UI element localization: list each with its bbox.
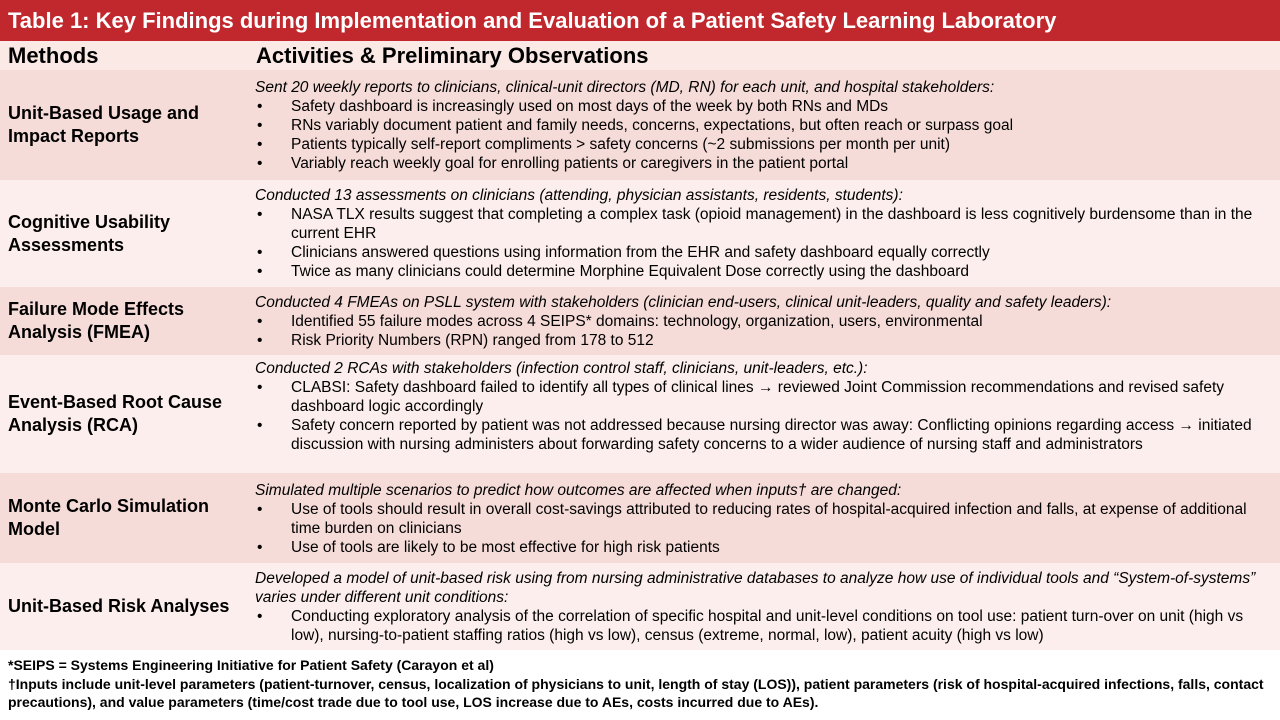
observation-item: • NASA TLX results suggest that completing a complex task (opioid management) in the dashboard is less cognitively burdensome than in the current EHR (255, 205, 1272, 243)
observation-list (255, 378, 1272, 454)
activities-cell (255, 293, 1272, 350)
observation-item: • Risk Priority Numbers (RPN) ranged from 178 to 512 (255, 331, 1272, 350)
observation-list (255, 500, 1272, 557)
footnote-seips: *SEIPS = Systems Engineering Initiative for Patient Safety (Carayon et al) (8, 657, 494, 673)
method-label: Failure Mode Effects Analysis (FMEA) (8, 299, 185, 342)
activities-column-header: Activities & Preliminary Observations (256, 43, 649, 68)
method-cell (8, 355, 244, 473)
observation-list (255, 312, 1272, 350)
method-cell (8, 287, 244, 355)
table-row (0, 70, 1280, 180)
observation-item: • Clinicians answered questions using information from the EHR and safety dashboard equally correctly (255, 243, 1272, 262)
activity-intro: Conducted 13 assessments on clinicians (attending, physician assistants, residents, students): (255, 187, 903, 204)
method-label: Event-Based Root Cause Analysis (RCA) (8, 392, 223, 435)
observation-list (255, 97, 1272, 173)
observation-item: • Twice as many clinicians could determine Morphine Equivalent Dose correctly using the dashboard (255, 262, 1272, 281)
method-label: Unit-Based Usage and Impact Reports (8, 103, 200, 146)
activities-cell (255, 569, 1272, 645)
table-row (0, 287, 1280, 355)
observation-item: • Identified 55 failure modes across 4 SEIPS* domains: technology, organization, users, environmental (255, 312, 1272, 331)
table-row (0, 355, 1280, 473)
activity-intro: Developed a model of unit-based risk using from nursing administrative databases to analyze how use of individual tools and “System-of-systems” varies under different unit conditions: (255, 570, 1256, 606)
observation-item: • Variably reach weekly goal for enrolling patients or caregivers in the patient portal (255, 154, 1272, 173)
observation-item: • Use of tools should result in overall cost-savings attributed to reducing rates of hospital-acquired infection and falls, at expense of additional time burden on clinicians (255, 500, 1272, 538)
activity-intro: Sent 20 weekly reports to clinicians, clinical-unit directors (MD, RN) for each unit, and hospital stakeholders: (255, 79, 995, 96)
method-cell (8, 180, 244, 287)
observation-item: • Use of tools are likely to be most effective for high risk patients (255, 538, 1272, 557)
observation-item: • Patients typically self-report compliments > safety concerns (~2 submissions per month per unit) (255, 135, 1272, 154)
method-label: Cognitive Usability Assessments (8, 211, 171, 255)
activity-intro: Conducted 2 RCAs with stakeholders (infection control staff, clinicians, unit-leaders, etc.): (255, 360, 868, 377)
activity-intro: Simulated multiple scenarios to predict how outcomes are affected when inputs† are changed: (255, 482, 902, 499)
activity-intro: Conducted 4 FMEAs on PSLL system with stakeholders (clinician end-users, clinical unit-leaders, quality and safety leaders): (255, 294, 1112, 311)
footnote-inputs: †Inputs include unit-level parameters (patient-turnover, census, localization of physicians to unit, length of stay (LOS)), patient parameters (risk of hospital-acquired infections, falls, contact precautions), and value parameters (time/cost trade due to tool use, LOS increase due to AEs, costs incurred due to AEs). (8, 675, 1264, 710)
observation-item: • RNs variably document patient and family needs, concerns, expectations, but often reach or surpass goal (255, 116, 1272, 135)
method-cell (8, 563, 244, 650)
activities-cell (255, 186, 1272, 281)
method-label: Monte Carlo Simulation Model (8, 496, 210, 539)
observation-item: • Safety concern reported by patient was not addressed because nursing director was away: Conflicting opinions regarding access → initiated discussion with nursing administers about forwarding safety concerns to a wider audience of nursing staff and administrators (255, 416, 1272, 454)
table-row (0, 563, 1280, 650)
table-row (0, 180, 1280, 287)
observation-list (255, 607, 1272, 645)
activities-cell (255, 359, 1272, 454)
table-title: Table 1: Key Findings during Implementation and Evaluation of a Patient Safety Learning Laboratory (0, 0, 1280, 41)
observation-item: • CLABSI: Safety dashboard failed to identify all types of clinical lines → reviewed Joint Commission recommendations and revised safety dashboard logic accordingly (255, 378, 1272, 416)
method-cell (8, 70, 244, 180)
footnotes (0, 650, 1280, 720)
activities-cell (255, 78, 1272, 173)
method-label: Unit-Based Risk Analyses (8, 596, 230, 616)
method-cell (8, 473, 244, 563)
observation-list (255, 205, 1272, 281)
observation-item: • Safety dashboard is increasingly used on most days of the week by both RNs and MDs (255, 97, 1272, 116)
table-header-row (0, 41, 1280, 70)
table-row (0, 473, 1280, 563)
activities-cell (255, 481, 1272, 557)
methods-column-header: Methods (8, 43, 99, 68)
observation-item: • Conducting exploratory analysis of the correlation of specific hospital and unit-level conditions on tool use: patient turn-over on unit (high vs low), nursing-to-patient staffing ratios (high vs low), census (extreme, normal, low), patient acuity (high vs low) (255, 607, 1272, 645)
